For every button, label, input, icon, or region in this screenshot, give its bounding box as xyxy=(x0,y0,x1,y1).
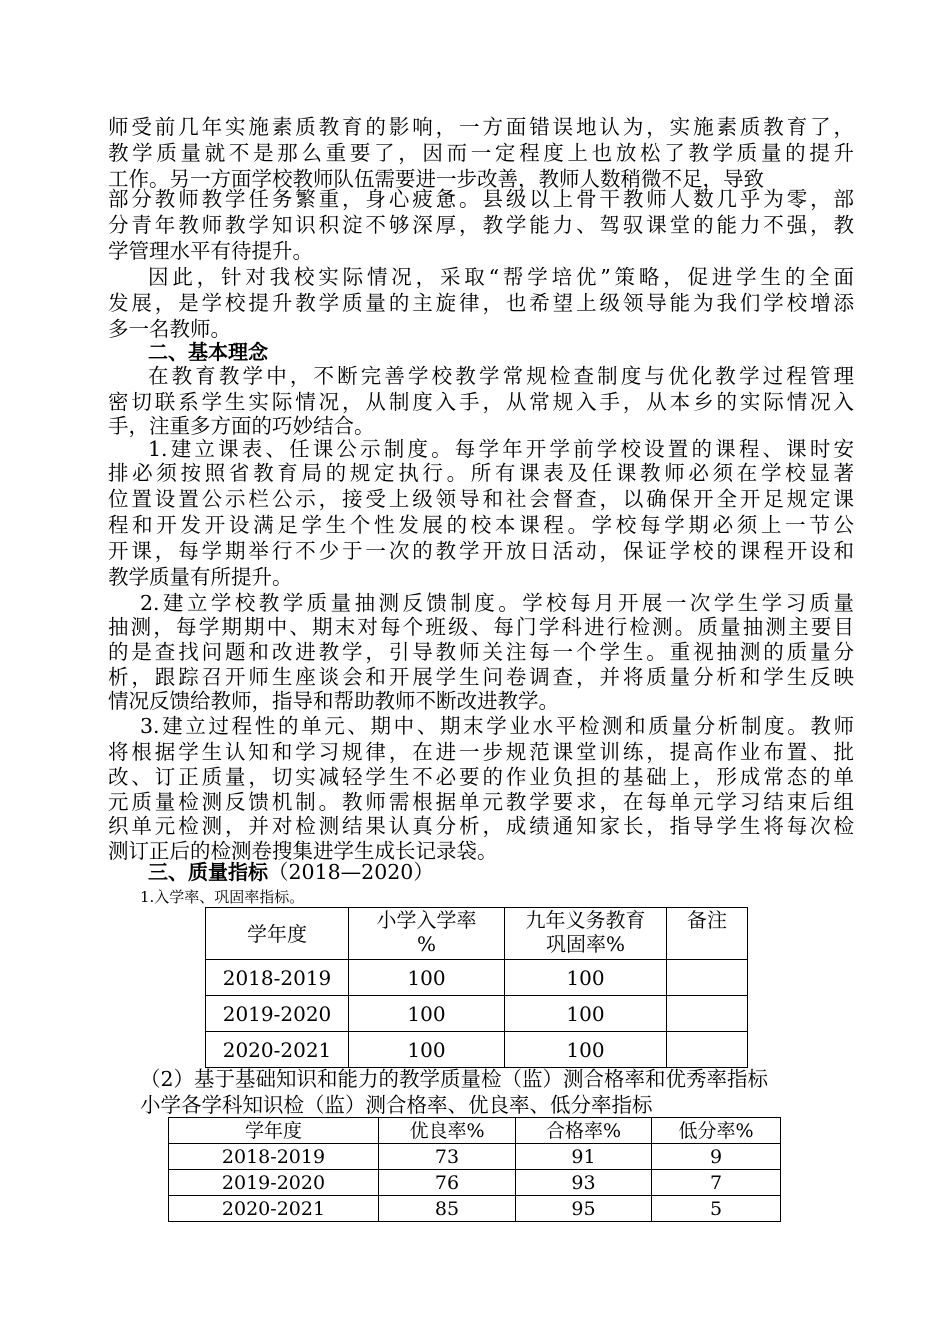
text-line: 将根据学生认知和学习规律，在进一步规范课堂训练，提高作业布置、批 xyxy=(108,740,854,764)
text-line: 部分教师教学任务繁重，身心疲惫。县级以上骨干教师人数几乎为零，部 xyxy=(108,187,854,211)
text-line: 学管理水平有待提升。 xyxy=(108,239,313,263)
table-cell xyxy=(667,1032,748,1068)
text-line: 测订正后的检测卷搜集进学生成长记录袋。 xyxy=(108,839,498,863)
text-line: 抽测，每学期期中、期末对每个班级、每门学科进行检测。质量抽测主要目 xyxy=(108,615,854,639)
table-caption: 小学各学科知识检（监）测合格率、优良率、低分率指标 xyxy=(140,1093,653,1117)
text-line: 开课，每学期举行不少于一次的教学开放日活动，保证学校的课程开设和 xyxy=(108,539,854,563)
table-row xyxy=(169,1170,781,1196)
text-line: 教学质量有所提升。 xyxy=(108,565,293,589)
text-line: 情况反馈给教师，指导和帮助教师不断改进教学。 xyxy=(108,689,559,713)
text-line: 分青年教师教学知识积淀不够深厚，教学能力、驾驭课堂的能力不强，教 xyxy=(108,213,854,237)
table-row xyxy=(169,1144,781,1170)
table-row xyxy=(169,1196,781,1222)
header-cell: 低分率% xyxy=(652,1118,781,1144)
table-cell: 91 xyxy=(516,1144,652,1170)
table-cell xyxy=(667,996,748,1032)
table-cell: 85 xyxy=(379,1196,516,1222)
text-line: 改、订正质量，切实减轻学生不必要的作业负担的基础上，形成常态的单 xyxy=(108,765,854,789)
section-heading: 二、基本理念 xyxy=(148,340,268,364)
table-cell: 95 xyxy=(516,1196,652,1222)
table-caption: 1.入学率、巩固率指标。 xyxy=(140,888,305,906)
header-cell: 学年度 xyxy=(206,908,349,960)
table-header-row xyxy=(206,908,748,960)
section-heading-years: （2018—2020） xyxy=(268,860,434,884)
section-heading xyxy=(148,859,434,885)
enrollment-table xyxy=(205,907,748,1068)
table-row xyxy=(206,960,748,996)
header-cell: 学年度 xyxy=(169,1118,379,1144)
text-line: 教学质量就不是那么重要了，因而一定程度上也放松了教学质量的提升 xyxy=(108,141,854,165)
text-line: 在教育教学中，不断完善学校教学常规检查制度与优化教学过程管理 xyxy=(148,364,854,388)
text-line: 析，跟踪召开师生座谈会和开展学生问卷调查，并将质量分析和学生反映 xyxy=(108,665,854,689)
text-line: 多一名教师。 xyxy=(108,317,231,341)
table-cell: 9 xyxy=(652,1144,781,1170)
text-line: 3.建立过程性的单元、期中、期末学业水平检测和质量分析制度。教师 xyxy=(140,714,854,738)
text-line: 1.建立课表、任课公示制度。每学年开学前学校设置的课程、课时安 xyxy=(148,437,854,461)
table-header-row xyxy=(169,1118,781,1144)
table-caption: （2）基于基础知识和能力的教学质量检（监）测合格率和优秀率指标 xyxy=(140,1067,769,1091)
table-cell: 100 xyxy=(349,1032,505,1068)
header-cell xyxy=(349,908,505,960)
table-cell: 2018-2019 xyxy=(169,1144,379,1170)
table-cell: 2020-2021 xyxy=(206,1032,349,1068)
table-cell: 7 xyxy=(652,1170,781,1196)
table-row xyxy=(206,1032,748,1068)
table-cell: 2020-2021 xyxy=(169,1196,379,1222)
text-line: 元质量检测反馈机制。教师需根据单元教学要求，在每单元学习结束后组 xyxy=(108,790,854,814)
table-cell: 100 xyxy=(505,996,667,1032)
table-cell: 100 xyxy=(349,996,505,1032)
header-cell: 备注 xyxy=(667,908,748,960)
text-line: 因此，针对我校实际情况，采取“帮学培优”策略，促进学生的全面 xyxy=(148,265,854,289)
table-cell: 2018-2019 xyxy=(206,960,349,996)
header-cell-line: 小学入学率 xyxy=(376,908,477,932)
table-cell: 5 xyxy=(652,1196,781,1222)
text-line: 的是查找问题和改进教学，引导教师关注每一个学生。重视抽测的质量分 xyxy=(108,640,854,664)
header-cell-line: 九年义务教育 xyxy=(525,908,646,932)
table-cell: 73 xyxy=(379,1144,516,1170)
text-line: 排必须按照省教育局的规定执行。所有课表及任课教师必须在学校显著 xyxy=(108,461,854,485)
table-cell: 100 xyxy=(349,960,505,996)
text-line: 师受前几年实施素质教育的影响，一方面错误地认为，实施素质教育了， xyxy=(108,115,854,139)
text-line: 织单元检测，并对检测结果认真分析，成绩通知家长，指导学生将每次检 xyxy=(108,814,854,838)
table-cell xyxy=(667,960,748,996)
table-row xyxy=(206,996,748,1032)
header-cell: 合格率% xyxy=(516,1118,652,1144)
header-cell xyxy=(505,908,667,960)
header-cell-line: 巩固率% xyxy=(545,932,625,956)
table-cell: 76 xyxy=(379,1170,516,1196)
table-cell: 93 xyxy=(516,1170,652,1196)
header-cell: 优良率% xyxy=(379,1118,516,1144)
text-line: 密切联系学生实际情况，从制度入手，从常规入手，从本乡的实际情况入 xyxy=(108,390,854,414)
text-line: 位置设置公示栏公示，接受上级领导和社会督查，以确保开全开足规定课 xyxy=(108,487,854,511)
text-line: 工作。另一方面学校教师队伍需要进一步改善，教师人数稍微不足，导致 xyxy=(108,167,764,191)
pass-rate-table xyxy=(168,1117,781,1222)
text-line: 手，注重多方面的巧妙结合。 xyxy=(108,414,375,438)
table-cell: 2019-2020 xyxy=(169,1170,379,1196)
text-line: 2.建立学校教学质量抽测反馈制度。学校每月开展一次学生学习质量 xyxy=(140,591,854,615)
table-cell: 100 xyxy=(505,960,667,996)
text-line: 发展，是学校提升教学质量的主旋律，也希望上级领导能为我们学校增添 xyxy=(108,291,854,315)
text-line: 程和开发开设满足学生个性发展的校本课程。学校每学期必须上一节公 xyxy=(108,513,854,537)
table-cell: 2019-2020 xyxy=(206,996,349,1032)
header-cell-line: % xyxy=(416,932,436,956)
table-cell: 100 xyxy=(505,1032,667,1068)
section-heading-text: 三、质量指标 xyxy=(148,860,268,884)
